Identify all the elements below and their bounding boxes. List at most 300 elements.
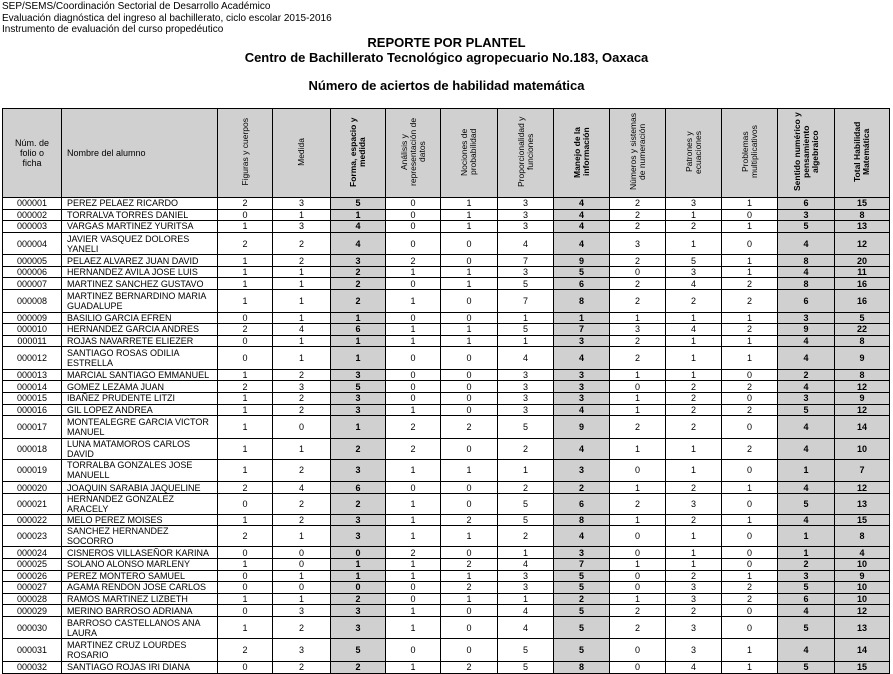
subtotal-cell: 9 bbox=[554, 416, 610, 439]
subtotal-cell: 4 bbox=[331, 221, 386, 233]
score-cell: 0 bbox=[386, 232, 441, 255]
table-row bbox=[3, 290, 890, 313]
school-name: Centro de Bachillerato Tecnológico agropecuario No.183, Oaxaca bbox=[244, 50, 649, 65]
subtotal-cell: 12 bbox=[835, 381, 890, 393]
score-cell: 3 bbox=[498, 209, 554, 221]
score-cell: 1 bbox=[610, 514, 666, 526]
score-cell: 5 bbox=[666, 255, 722, 267]
subtotal-cell: 3 bbox=[331, 526, 386, 547]
folio-cell: 000029 bbox=[3, 605, 62, 617]
score-cell: 0 bbox=[386, 393, 441, 405]
subtotal-cell: 3 bbox=[331, 404, 386, 416]
score-cell: 1 bbox=[441, 278, 498, 290]
table-row bbox=[3, 661, 890, 673]
subtotal-cell: 5 bbox=[778, 582, 835, 594]
subtotal-cell: 6 bbox=[331, 324, 386, 336]
score-cell: 3 bbox=[498, 369, 554, 381]
score-cell: 0 bbox=[610, 266, 666, 278]
subtotal-cell: 9 bbox=[554, 255, 610, 267]
subtotal-cell: 4 bbox=[554, 232, 610, 255]
score-cell: 1 bbox=[218, 404, 273, 416]
table-row bbox=[3, 526, 890, 547]
score-cell: 0 bbox=[722, 416, 778, 439]
score-cell: 1 bbox=[273, 335, 331, 347]
subtotal-cell: 4 bbox=[554, 404, 610, 416]
subtotal-cell: 4 bbox=[778, 266, 835, 278]
col-header-manejo-informacion: Manejo de la información bbox=[554, 109, 610, 198]
meta-line-agency: SEP/SEMS/Coordinación Sectorial de Desarrollo Académico bbox=[2, 1, 271, 12]
score-cell: 3 bbox=[273, 381, 331, 393]
score-cell: 1 bbox=[722, 312, 778, 324]
score-cell: 2 bbox=[441, 559, 498, 571]
score-cell: 1 bbox=[386, 290, 441, 313]
score-cell: 1 bbox=[273, 347, 331, 370]
subtotal-cell: 4 bbox=[778, 438, 835, 459]
student-name-cell: SANTIAGO ROSAS ODILIA ESTRELLA bbox=[62, 347, 218, 370]
score-cell: 1 bbox=[386, 266, 441, 278]
subtotal-cell: 13 bbox=[835, 616, 890, 639]
student-name-cell: MARTINEZ BERNARDINO MARIA GUADALUPE bbox=[62, 290, 218, 313]
score-cell: 1 bbox=[218, 616, 273, 639]
subtotal-cell: 3 bbox=[778, 312, 835, 324]
score-cell: 1 bbox=[218, 514, 273, 526]
score-cell: 4 bbox=[498, 605, 554, 617]
subtotal-cell: 3 bbox=[554, 335, 610, 347]
folio-cell: 000031 bbox=[3, 639, 62, 662]
subtotal-cell: 8 bbox=[835, 526, 890, 547]
score-cell: 1 bbox=[386, 616, 441, 639]
score-cell: 1 bbox=[610, 369, 666, 381]
subtotal-cell: 10 bbox=[835, 593, 890, 605]
score-cell: 0 bbox=[386, 221, 441, 233]
subtotal-cell: 4 bbox=[835, 547, 890, 559]
subtotal-cell: 9 bbox=[835, 347, 890, 370]
score-cell: 2 bbox=[273, 393, 331, 405]
score-cell: 1 bbox=[386, 526, 441, 547]
score-cell: 1 bbox=[722, 514, 778, 526]
score-cell: 2 bbox=[666, 416, 722, 439]
score-cell: 5 bbox=[498, 416, 554, 439]
subtotal-cell: 8 bbox=[835, 209, 890, 221]
score-cell: 1 bbox=[273, 570, 331, 582]
score-cell: 3 bbox=[498, 393, 554, 405]
score-cell: 5 bbox=[498, 514, 554, 526]
score-cell: 2 bbox=[218, 482, 273, 494]
subtotal-cell: 3 bbox=[554, 547, 610, 559]
score-cell: 0 bbox=[218, 335, 273, 347]
col-header-forma-espacio-medida: Forma, espacio y medida bbox=[331, 109, 386, 198]
score-cell: 2 bbox=[722, 404, 778, 416]
subtotal-cell: 20 bbox=[835, 255, 890, 267]
score-cell: 0 bbox=[722, 493, 778, 514]
score-cell: 2 bbox=[666, 404, 722, 416]
score-cell: 1 bbox=[722, 198, 778, 210]
score-cell: 2 bbox=[610, 605, 666, 617]
subtotal-cell: 3 bbox=[554, 459, 610, 482]
table-body bbox=[3, 198, 890, 674]
score-cell: 1 bbox=[273, 526, 331, 547]
score-cell: 0 bbox=[218, 570, 273, 582]
table-row bbox=[3, 255, 890, 267]
score-cell: 0 bbox=[610, 459, 666, 482]
col-header-numeros-sistemas: Números y sistemas de numeración bbox=[610, 109, 666, 198]
subtotal-cell: 8 bbox=[554, 661, 610, 673]
score-cell: 0 bbox=[722, 605, 778, 617]
subtotal-cell: 4 bbox=[778, 639, 835, 662]
subtotal-cell: 3 bbox=[331, 369, 386, 381]
score-cell: 1 bbox=[386, 661, 441, 673]
score-cell: 1 bbox=[386, 514, 441, 526]
score-cell: 0 bbox=[386, 347, 441, 370]
score-cell: 1 bbox=[498, 312, 554, 324]
student-name-cell: AGAMA RENDON JOSE CARLOS bbox=[62, 582, 218, 594]
col-header-patrones-ecuaciones: Patrones y ecuaciones bbox=[666, 109, 722, 198]
score-cell: 0 bbox=[218, 661, 273, 673]
table-row bbox=[3, 266, 890, 278]
score-cell: 2 bbox=[218, 232, 273, 255]
subtotal-cell: 5 bbox=[778, 404, 835, 416]
folio-cell: 000013 bbox=[3, 369, 62, 381]
score-cell: 0 bbox=[722, 559, 778, 571]
table-row bbox=[3, 324, 890, 336]
student-name-cell: LUNA MATAMOROS CARLOS DAVID bbox=[62, 438, 218, 459]
score-cell: 1 bbox=[218, 255, 273, 267]
score-cell: 1 bbox=[218, 438, 273, 459]
table-row bbox=[3, 416, 890, 439]
score-cell: 0 bbox=[218, 493, 273, 514]
student-name-cell: MONTEALEGRE GARCIA VICTOR MANUEL bbox=[62, 416, 218, 439]
score-cell: 2 bbox=[666, 605, 722, 617]
subtotal-cell: 16 bbox=[835, 278, 890, 290]
student-name-cell: PELAEZ ALVAREZ JUAN DAVID bbox=[62, 255, 218, 267]
score-cell: 3 bbox=[666, 616, 722, 639]
score-cell: 2 bbox=[722, 290, 778, 313]
subtotal-cell: 0 bbox=[331, 547, 386, 559]
score-cell: 3 bbox=[273, 221, 331, 233]
subtotal-cell: 4 bbox=[331, 232, 386, 255]
student-name-cell: HERNANDEZ GONZALEZ ARACELY bbox=[62, 493, 218, 514]
subtotal-cell: 6 bbox=[331, 482, 386, 494]
meta-line-instrument: Instrumento de evaluación del curso propedéutico bbox=[2, 24, 224, 35]
score-cell: 2 bbox=[666, 381, 722, 393]
subtotal-cell: 7 bbox=[835, 459, 890, 482]
score-cell: 1 bbox=[273, 290, 331, 313]
subtotal-cell: 3 bbox=[331, 616, 386, 639]
student-name-cell: JAVIER VASQUEZ DOLORES YANELI bbox=[62, 232, 218, 255]
score-cell: 1 bbox=[666, 526, 722, 547]
score-cell: 2 bbox=[386, 255, 441, 267]
score-cell: 1 bbox=[666, 559, 722, 571]
score-cell: 1 bbox=[666, 335, 722, 347]
score-cell: 2 bbox=[218, 639, 273, 662]
score-cell: 2 bbox=[441, 661, 498, 673]
score-cell: 0 bbox=[441, 312, 498, 324]
student-name-cell: HERNANDEZ GARCIA ANDRES bbox=[62, 324, 218, 336]
score-cell: 1 bbox=[666, 547, 722, 559]
score-cell: 0 bbox=[386, 639, 441, 662]
score-cell: 2 bbox=[610, 221, 666, 233]
score-cell: 3 bbox=[498, 381, 554, 393]
score-cell: 2 bbox=[610, 347, 666, 370]
score-cell: 2 bbox=[498, 526, 554, 547]
subtotal-cell: 6 bbox=[778, 290, 835, 313]
score-cell: 2 bbox=[273, 514, 331, 526]
subtotal-cell: 10 bbox=[835, 438, 890, 459]
score-cell: 3 bbox=[498, 582, 554, 594]
subtotal-cell: 5 bbox=[778, 493, 835, 514]
subtotal-cell: 4 bbox=[778, 381, 835, 393]
score-cell: 2 bbox=[610, 198, 666, 210]
score-cell: 1 bbox=[273, 312, 331, 324]
folio-cell: 000021 bbox=[3, 493, 62, 514]
score-cell: 4 bbox=[666, 324, 722, 336]
score-cell: 2 bbox=[722, 582, 778, 594]
score-cell: 2 bbox=[218, 381, 273, 393]
score-cell: 0 bbox=[273, 559, 331, 571]
score-cell: 3 bbox=[498, 266, 554, 278]
table-row bbox=[3, 582, 890, 594]
score-cell: 3 bbox=[666, 198, 722, 210]
score-cell: 1 bbox=[722, 639, 778, 662]
score-cell: 0 bbox=[441, 616, 498, 639]
table-row bbox=[3, 459, 890, 482]
score-cell: 3 bbox=[498, 404, 554, 416]
subtotal-cell: 4 bbox=[554, 209, 610, 221]
subtotal-cell: 1 bbox=[554, 312, 610, 324]
student-name-cell: PEREZ MONTERO SAMUEL bbox=[62, 570, 218, 582]
score-cell: 2 bbox=[722, 324, 778, 336]
score-cell: 1 bbox=[441, 221, 498, 233]
table-row bbox=[3, 559, 890, 571]
score-cell: 0 bbox=[386, 278, 441, 290]
score-cell: 0 bbox=[441, 381, 498, 393]
score-cell: 2 bbox=[610, 335, 666, 347]
subtotal-cell: 11 bbox=[835, 266, 890, 278]
folio-cell: 000032 bbox=[3, 661, 62, 673]
table-row bbox=[3, 616, 890, 639]
subtotal-cell: 10 bbox=[835, 559, 890, 571]
subtotal-cell: 16 bbox=[835, 290, 890, 313]
subtotal-cell: 2 bbox=[331, 661, 386, 673]
table-row bbox=[3, 438, 890, 459]
score-cell: 5 bbox=[498, 661, 554, 673]
score-cell: 1 bbox=[218, 266, 273, 278]
score-cell: 1 bbox=[722, 347, 778, 370]
subtotal-cell: 1 bbox=[331, 559, 386, 571]
score-cell: 3 bbox=[666, 582, 722, 594]
subtotal-cell: 3 bbox=[778, 570, 835, 582]
score-cell: 2 bbox=[722, 438, 778, 459]
score-cell: 0 bbox=[722, 232, 778, 255]
table-row bbox=[3, 312, 890, 324]
subtotal-cell: 5 bbox=[554, 266, 610, 278]
subtotal-cell: 9 bbox=[835, 570, 890, 582]
folio-cell: 000003 bbox=[3, 221, 62, 233]
folio-cell: 000009 bbox=[3, 312, 62, 324]
score-cell: 2 bbox=[386, 416, 441, 439]
subtotal-cell: 8 bbox=[835, 369, 890, 381]
folio-cell: 000030 bbox=[3, 616, 62, 639]
score-cell: 1 bbox=[441, 198, 498, 210]
score-cell: 1 bbox=[666, 459, 722, 482]
subtotal-cell: 12 bbox=[835, 404, 890, 416]
score-cell: 0 bbox=[218, 547, 273, 559]
score-cell: 1 bbox=[610, 393, 666, 405]
score-cell: 3 bbox=[498, 198, 554, 210]
subtotal-cell: 5 bbox=[554, 639, 610, 662]
subtotal-cell: 6 bbox=[554, 278, 610, 290]
col-header-medida: Medida bbox=[273, 109, 331, 198]
score-cell: 2 bbox=[273, 369, 331, 381]
subtotal-cell: 12 bbox=[835, 605, 890, 617]
student-name-cell: GOMEZ LEZAMA JUAN bbox=[62, 381, 218, 393]
table-row bbox=[3, 221, 890, 233]
subtotal-cell: 5 bbox=[554, 582, 610, 594]
score-cell: 2 bbox=[666, 393, 722, 405]
score-cell: 1 bbox=[386, 570, 441, 582]
score-cell: 1 bbox=[722, 482, 778, 494]
score-cell: 4 bbox=[498, 559, 554, 571]
score-cell: 1 bbox=[386, 324, 441, 336]
score-cell: 2 bbox=[610, 616, 666, 639]
score-cell: 3 bbox=[666, 266, 722, 278]
col-header-analisis-datos: Análisis y representación de datos bbox=[386, 109, 441, 198]
score-cell: 0 bbox=[218, 605, 273, 617]
score-cell: 0 bbox=[273, 416, 331, 439]
col-header-folio: Núm. de folio o ficha bbox=[3, 109, 62, 198]
score-cell: 1 bbox=[666, 347, 722, 370]
subtotal-cell: 6 bbox=[554, 493, 610, 514]
score-cell: 2 bbox=[273, 459, 331, 482]
student-name-cell: PEREZ PELAEZ RICARDO bbox=[62, 198, 218, 210]
table-row bbox=[3, 493, 890, 514]
subtotal-cell: 8 bbox=[778, 278, 835, 290]
score-cell: 0 bbox=[386, 209, 441, 221]
score-cell: 1 bbox=[386, 459, 441, 482]
subtotal-cell: 12 bbox=[835, 482, 890, 494]
folio-cell: 000005 bbox=[3, 255, 62, 267]
score-cell: 1 bbox=[610, 482, 666, 494]
subtotal-cell: 3 bbox=[331, 514, 386, 526]
col-header-problemas-multiplicativos: Problemas multiplicativos bbox=[722, 109, 778, 198]
score-cell: 3 bbox=[498, 570, 554, 582]
table-row bbox=[3, 404, 890, 416]
score-cell: 0 bbox=[610, 570, 666, 582]
subtotal-cell: 5 bbox=[554, 616, 610, 639]
table-row bbox=[3, 605, 890, 617]
folio-cell: 000022 bbox=[3, 514, 62, 526]
subtotal-cell: 4 bbox=[554, 221, 610, 233]
score-cell: 1 bbox=[441, 209, 498, 221]
subtotal-cell: 13 bbox=[835, 493, 890, 514]
subtotal-cell: 7 bbox=[554, 324, 610, 336]
score-cell: 1 bbox=[218, 369, 273, 381]
folio-cell: 000024 bbox=[3, 547, 62, 559]
score-cell: 0 bbox=[441, 232, 498, 255]
folio-cell: 000001 bbox=[3, 198, 62, 210]
score-cell: 1 bbox=[498, 547, 554, 559]
table-row bbox=[3, 209, 890, 221]
subtotal-cell: 5 bbox=[778, 616, 835, 639]
student-name-cell: SOLANO ALONSO MARLENY bbox=[62, 559, 218, 571]
score-cell: 0 bbox=[722, 209, 778, 221]
subtotal-cell: 1 bbox=[778, 459, 835, 482]
table-row bbox=[3, 232, 890, 255]
student-name-cell: MARTINEZ CRUZ LOURDES ROSARIO bbox=[62, 639, 218, 662]
subtotal-cell: 6 bbox=[778, 198, 835, 210]
score-cell: 2 bbox=[218, 324, 273, 336]
score-cell: 0 bbox=[441, 605, 498, 617]
subtotal-cell: 9 bbox=[835, 393, 890, 405]
subtotal-cell: 5 bbox=[554, 570, 610, 582]
score-cell: 1 bbox=[666, 438, 722, 459]
subtotal-cell: 15 bbox=[835, 198, 890, 210]
score-cell: 0 bbox=[386, 381, 441, 393]
score-cell: 3 bbox=[666, 493, 722, 514]
score-cell: 1 bbox=[722, 335, 778, 347]
score-cell: 3 bbox=[273, 639, 331, 662]
score-cell: 1 bbox=[218, 278, 273, 290]
subtotal-cell: 3 bbox=[554, 369, 610, 381]
score-cell: 2 bbox=[666, 514, 722, 526]
score-cell: 0 bbox=[441, 547, 498, 559]
score-cell: 3 bbox=[273, 198, 331, 210]
score-cell: 0 bbox=[441, 369, 498, 381]
score-cell: 1 bbox=[386, 493, 441, 514]
col-header-figuras: Figuras y cuerpos bbox=[218, 109, 273, 198]
score-cell: 0 bbox=[441, 347, 498, 370]
score-cell: 2 bbox=[273, 404, 331, 416]
subtotal-cell: 1 bbox=[778, 526, 835, 547]
score-cell: 0 bbox=[610, 381, 666, 393]
subtotal-cell: 1 bbox=[778, 547, 835, 559]
score-cell: 1 bbox=[498, 335, 554, 347]
student-name-cell: BASILIO GARCIA EFREN bbox=[62, 312, 218, 324]
score-cell: 4 bbox=[498, 232, 554, 255]
folio-cell: 000016 bbox=[3, 404, 62, 416]
score-cell: 4 bbox=[498, 616, 554, 639]
subtotal-cell: 2 bbox=[778, 369, 835, 381]
subtotal-cell: 1 bbox=[331, 416, 386, 439]
folio-cell: 000015 bbox=[3, 393, 62, 405]
score-cell: 4 bbox=[666, 661, 722, 673]
score-cell: 0 bbox=[610, 661, 666, 673]
score-cell: 1 bbox=[273, 209, 331, 221]
subtotal-cell: 1 bbox=[331, 347, 386, 370]
score-cell: 1 bbox=[610, 438, 666, 459]
score-cell: 2 bbox=[386, 547, 441, 559]
subtotal-cell: 2 bbox=[331, 278, 386, 290]
table-row bbox=[3, 482, 890, 494]
score-cell: 0 bbox=[722, 369, 778, 381]
score-cell: 2 bbox=[666, 290, 722, 313]
score-cell: 0 bbox=[386, 198, 441, 210]
subtotal-cell: 3 bbox=[554, 381, 610, 393]
report-title: REPORTE POR PLANTEL bbox=[367, 35, 526, 50]
student-name-cell: MERINO BARROSO ADRIANA bbox=[62, 605, 218, 617]
subtotal-cell: 5 bbox=[778, 221, 835, 233]
student-name-cell: MARTINEZ SANCHEZ GUSTAVO bbox=[62, 278, 218, 290]
score-cell: 0 bbox=[273, 582, 331, 594]
subtotal-cell: 5 bbox=[554, 605, 610, 617]
folio-cell: 000020 bbox=[3, 482, 62, 494]
subtotal-cell: 1 bbox=[331, 312, 386, 324]
col-header-total: Total Habilidad Matemática bbox=[835, 109, 890, 198]
subtotal-cell: 1 bbox=[331, 209, 386, 221]
folio-cell: 000014 bbox=[3, 381, 62, 393]
score-cell: 1 bbox=[386, 335, 441, 347]
student-name-cell: SANTIAGO ROJAS IRI DIANA bbox=[62, 661, 218, 673]
